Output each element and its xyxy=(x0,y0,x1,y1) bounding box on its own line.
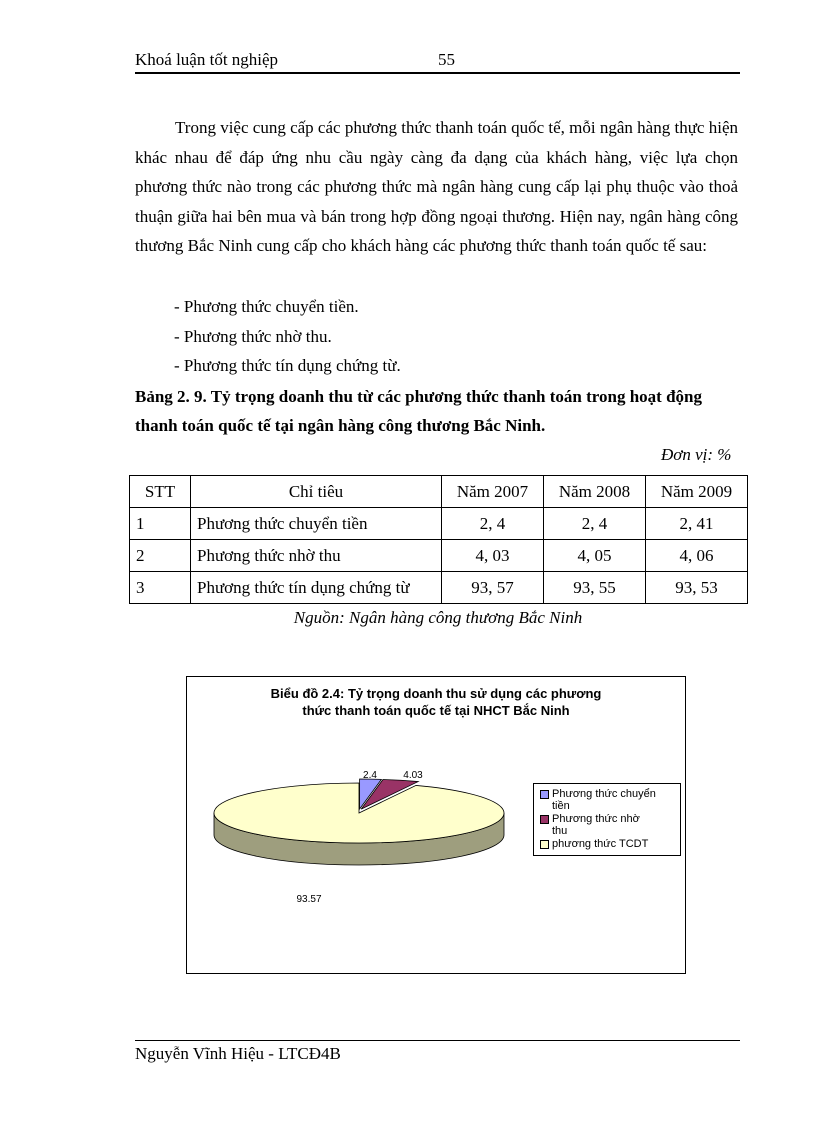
legend-label: Phương thức nhờ xyxy=(552,813,640,825)
legend-swatch xyxy=(540,790,549,799)
page-header xyxy=(135,48,740,74)
table-cell: 1 xyxy=(130,508,191,540)
legend-swatch xyxy=(540,840,549,849)
page-number: 55 xyxy=(438,50,455,69)
table-cell: Phương thức chuyển tiền xyxy=(191,508,442,540)
pie-data-label: 2.4 xyxy=(363,770,377,781)
table-row xyxy=(130,508,748,540)
header-title: Khoá luận tốt nghiệp xyxy=(135,50,279,69)
table-cell: 2, 4 xyxy=(442,508,544,540)
revenue-table xyxy=(129,475,748,604)
chart-title-line: Biểu đồ 2.4: Tỷ trọng doanh thu sử dụng các phương xyxy=(270,686,602,701)
table-cell: 2 xyxy=(130,540,191,572)
table-cell: 2, 41 xyxy=(646,508,748,540)
list-item: - Phương thức chuyển tiền. xyxy=(174,297,359,316)
method-list xyxy=(174,292,401,381)
column-header: STT xyxy=(130,476,191,508)
chart-legend xyxy=(533,783,681,856)
body-paragraph: Trong việc cung cấp các phương thức thanh toán quốc tế, mỗi ngân hàng thực hiện khác nhau để đáp ứng nhu cầu ngày càng đa dạng của khách hàng, việc lựa chọn phương thức nào trong các phương thức mà ngân hàng cung cấp lại phụ thuộc vào thoả thuận giữa hai bên mua và bán trong hợp đồng ngoại thương. Hiện nay, ngân hàng công thương Bắc Ninh cung cấp cho khách hàng các phương thức thanh toán quốc tế sau: xyxy=(135,118,738,256)
table-cell: 93, 57 xyxy=(442,572,544,604)
column-header: Năm 2008 xyxy=(544,476,646,508)
table-cell: 3 xyxy=(130,572,191,604)
list-item: - Phương thức tín dụng chứng từ. xyxy=(174,356,401,376)
pie-data-label: 93.57 xyxy=(296,894,322,905)
table-cell: 93, 53 xyxy=(646,572,748,604)
pie-chart xyxy=(186,676,686,974)
table-cell: 2, 4 xyxy=(544,508,646,540)
pie-slice-3 xyxy=(214,783,504,843)
table-cell: 4, 03 xyxy=(442,540,544,572)
table-caption: Bảng 2. 9. Tỷ trọng doanh thu từ các phương thức thanh toán trong hoạt động thanh toán quốc tế tại ngân hàng công thương Bắc Ninh. xyxy=(135,387,702,435)
table-cell: Phương thức nhờ thu xyxy=(191,540,442,572)
legend-label: thu xyxy=(552,825,568,837)
pie-data-label: 4.03 xyxy=(403,770,423,781)
legend-item xyxy=(540,813,678,837)
table-cell: 93, 55 xyxy=(544,572,646,604)
legend-label: tiền xyxy=(552,800,570,812)
column-header: Năm 2007 xyxy=(442,476,544,508)
table-source: Nguồn: Ngân hàng công thương Bắc Ninh xyxy=(293,608,583,627)
legend-item xyxy=(540,788,678,812)
table-cell: 4, 06 xyxy=(646,540,748,572)
legend-label: Phương thức chuyển xyxy=(552,788,656,800)
footer-author: Nguyễn Vĩnh Hiệu - LTCĐ4B xyxy=(135,1044,341,1063)
column-header: Năm 2009 xyxy=(646,476,748,508)
chart-title-line: thức thanh toán quốc tế tại NHCT Bắc Ninh xyxy=(302,703,570,718)
legend-label: phương thức TCDT xyxy=(552,838,649,850)
table-cell: 4, 05 xyxy=(544,540,646,572)
column-header: Chỉ tiêu xyxy=(191,476,442,508)
legend-item xyxy=(540,838,678,850)
unit-label: Đơn vị: % xyxy=(661,445,732,464)
table-cell: Phương thức tín dụng chứng từ xyxy=(191,572,442,604)
page-footer xyxy=(135,1040,740,1064)
table-row xyxy=(130,540,748,572)
list-item: - Phương thức nhờ thu. xyxy=(174,326,332,346)
table-row xyxy=(130,572,748,604)
legend-swatch xyxy=(540,815,549,824)
table-header-row xyxy=(130,476,748,508)
